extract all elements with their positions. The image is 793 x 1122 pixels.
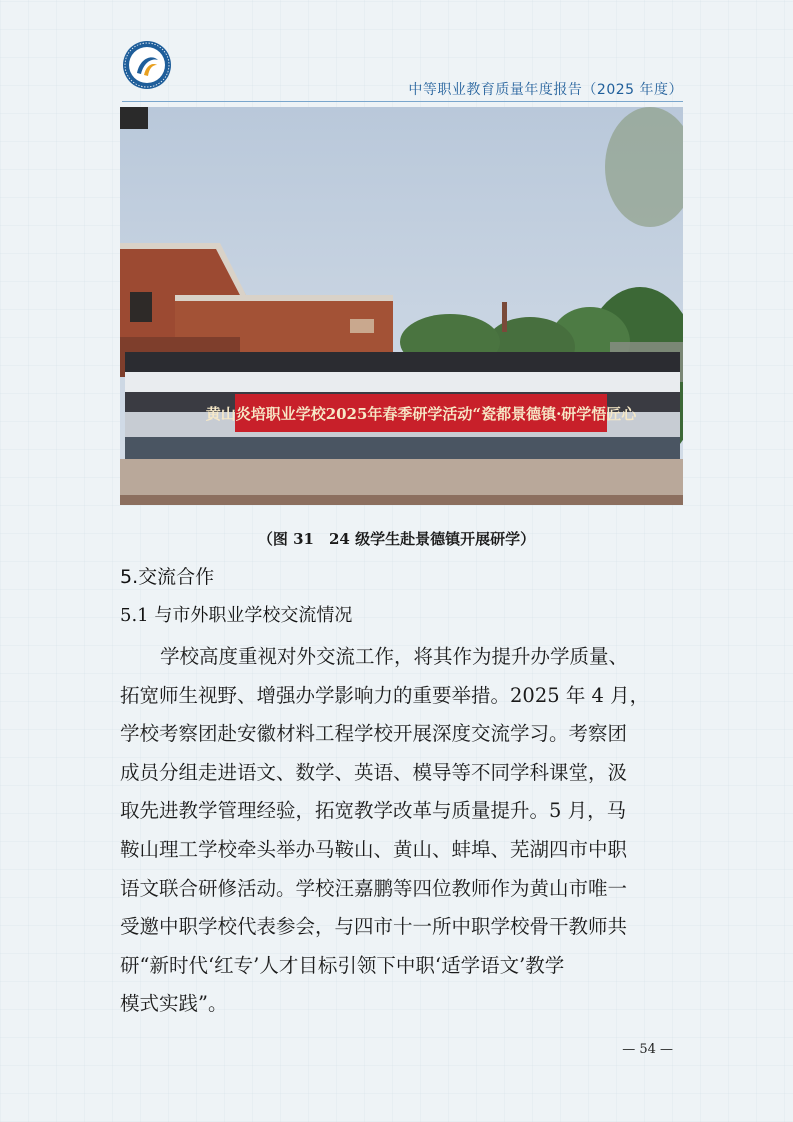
report-header-title: 中等职业教育质量年度报告（2025 年度） <box>408 82 683 98</box>
body-line: 成员分组走进语文、数学、英语、模导等不同学科课堂，汲 <box>120 760 628 784</box>
body-paragraph <box>120 638 680 1024</box>
section-heading: 5.交流合作 <box>120 566 215 588</box>
body-line: 模式实践”。 <box>120 992 228 1016</box>
school-logo-icon <box>122 40 172 90</box>
body-line: 研“新时代‘红专’人才目标引领下中职‘适学语文’教学 <box>120 953 565 977</box>
banner-text: 黄山炎培职业学校2025年春季研学活动“瓷都景德镇·研学悟匠心 <box>205 405 637 423</box>
subsection-heading: 5.1 与市外职业学校交流情况 <box>120 605 353 626</box>
body-line: 鞍山理工学校牵头举办马鞍山、黄山、蚌埠、芜湖四市中职 <box>120 837 628 861</box>
group-photo <box>120 107 683 505</box>
body-line: 学校高度重视对外交流工作，将其作为提升办学质量、 <box>160 645 629 668</box>
body-line: 拓宽师生视野、增强办学影响力的重要举措。2025 年 4 月， <box>120 683 650 707</box>
page-number: — 54 — <box>622 1042 673 1057</box>
body-line: 语文联合研修活动。学校汪嘉鹏等四位教师作为黄山市唯一 <box>120 876 628 900</box>
body-line: 取先进教学管理经验，拓宽教学改革与质量提升。5 月，马 <box>120 799 627 823</box>
figure-caption: （图 31 24 级学生赴景德镇开展研学） <box>257 530 536 548</box>
header-divider <box>122 101 683 102</box>
body-line: 受邀中职学校代表参会，与四市十一所中职学校骨干教师共 <box>120 915 628 939</box>
body-line: 学校考察团赴安徽材料工程学校开展深度交流学习。考察团 <box>120 722 628 746</box>
